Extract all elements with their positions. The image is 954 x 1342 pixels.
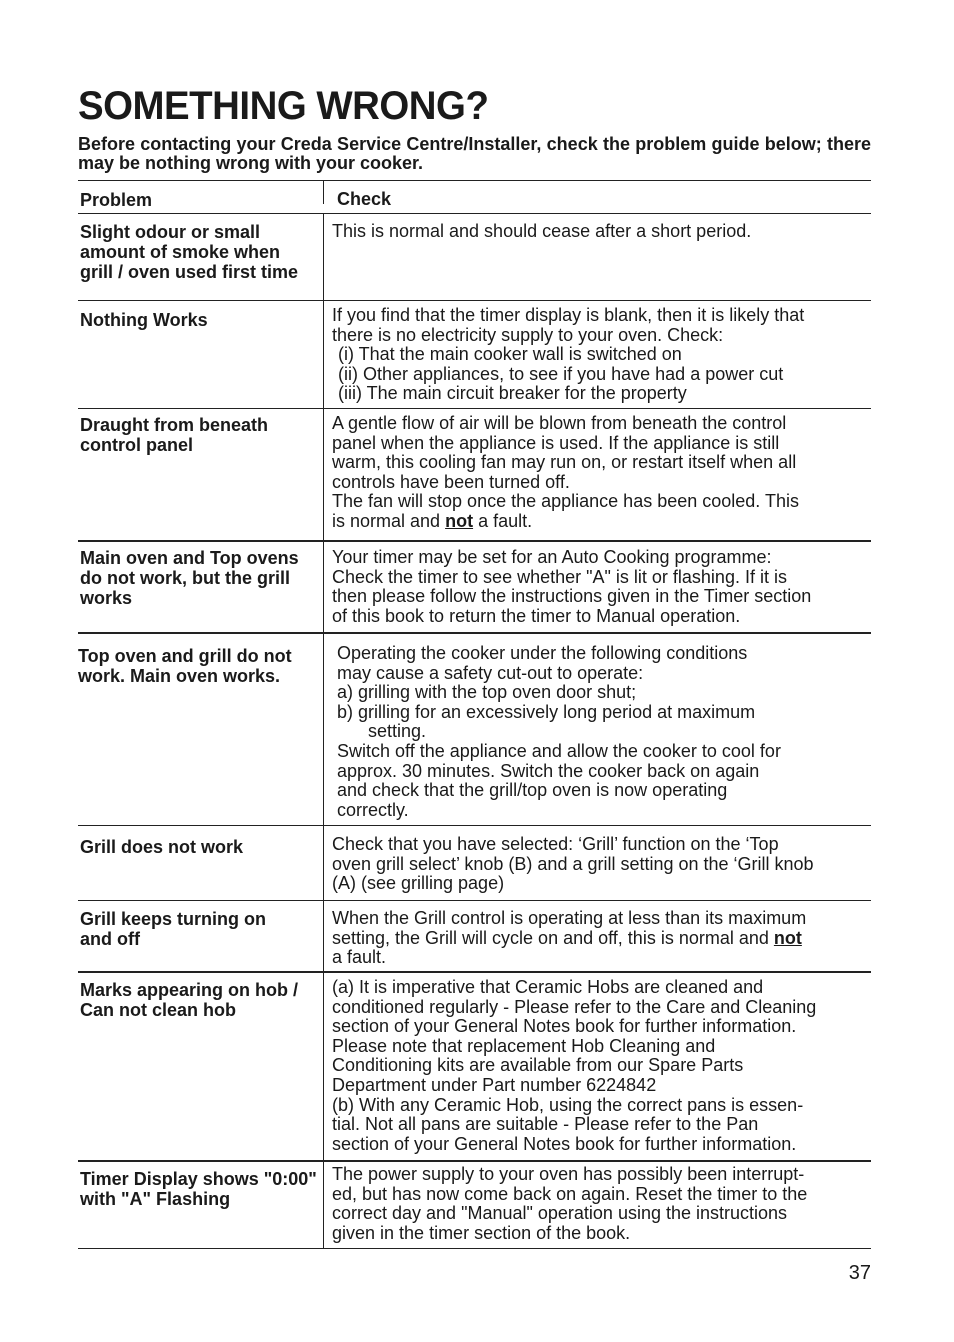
check-cell: This is normal and should cease after a short period. [332,221,752,241]
problem-cell: Top oven and grill do not work. Main oven works. [78,634,324,825]
table-row [78,973,871,1162]
table-row [78,1162,871,1249]
problem-cell: Grill keeps turning on and off [78,901,324,971]
not-emphasis: not [773,927,802,948]
check-cell: Check that you have selected: ‘Grill’ function on the ‘Top oven grill select’ knob (B) and a grill setting on the ‘Grill knob (A) (see grilling page) [332,834,814,894]
problem-column-header: Problem [78,181,324,204]
table-row [78,826,871,901]
problem-cell: Slight odour or small amount of smoke when grill / oven used first time [78,214,324,300]
table-header-row [78,181,871,214]
page-title: SOMETHING WRONG? [78,84,489,128]
check-cell: (a) It is imperative that Ceramic Hobs are cleaned and conditioned regularly - Please refer to the Care and Cleaning section of your General Notes book for further information. Please note that replacement Hob Cleaning and Conditioning kits are available from our Spare Parts Department under Part number 6224842 (b) With any Ceramic Hob, using the correct pans is essen- tial. Not all pans are suitable - Please refer to the Pan section of your General Notes book for further information. [332,977,817,1154]
problem-cell: Grill does not work [78,826,324,900]
check-cell: Your timer may be set for an Auto Cooking programme: Check the timer to see whether "A" is lit or flashing. If it is then please follow the instructions given in the Timer section of this book to return the timer to Manual operation. [332,547,812,626]
table-row [78,214,871,301]
table-row [78,409,871,542]
problem-cell: Nothing Works [78,301,324,408]
problem-cell: Marks appearing on hob / Can not clean hob [78,973,324,1160]
table-row [78,634,871,826]
check-column-header: Check [337,189,392,209]
page-number: 37 [848,1262,871,1284]
table-row [78,901,871,973]
intro-text: Before contacting your Creda Service Centre/Installer, check the problem guide below; there may be nothing wrong with your cooker. [78,134,871,173]
problem-guide-table [78,180,871,1249]
problem-cell: Main oven and Top ovens do not work, but the grill works [78,542,324,632]
table-row [78,542,871,634]
not-emphasis: not [445,510,474,531]
problem-cell: Timer Display shows "0:00" with "A" Flashing [78,1162,324,1248]
check-cell: A gentle flow of air will be blown from beneath the control panel when the appliance is used. If the appliance is still warm, this cooling fan may run on, or restart itself when all controls have been turned off. The fan will stop once the appliance has been cooled. This is normal and not a fault. [332,413,799,531]
table-row [78,301,871,409]
check-cell: When the Grill control is operating at less than its maximum setting, the Grill will cycle on and off, this is normal and not a fault. [332,908,807,968]
check-cell: The power supply to your oven has possibly been interrupt- ed, but has now come back on again. Reset the timer to the correct day and "Manual" operation using the instructions given in the timer section of the book. [332,1164,808,1243]
check-cell: If you find that the timer display is blank, then it is likely that there is no electricity supply to your oven. Check: (i) That the main cooker wall is switched on (ii) Other appliances, to see if you have had a power cut (iii) The main circuit breaker for the property [332,305,805,404]
check-cell: Operating the cooker under the following conditions may cause a safety cut-out to operate: a) grilling with the top oven door shut; b) grilling for an excessively long period at maximum setting. Switch off the appliance and allow the cooker to cool for approx. 30 minutes. Switch the cooker back on again and check that the grill/top oven is now operating correctly. [337,643,781,820]
problem-cell: Draught from beneath control panel [78,409,324,540]
